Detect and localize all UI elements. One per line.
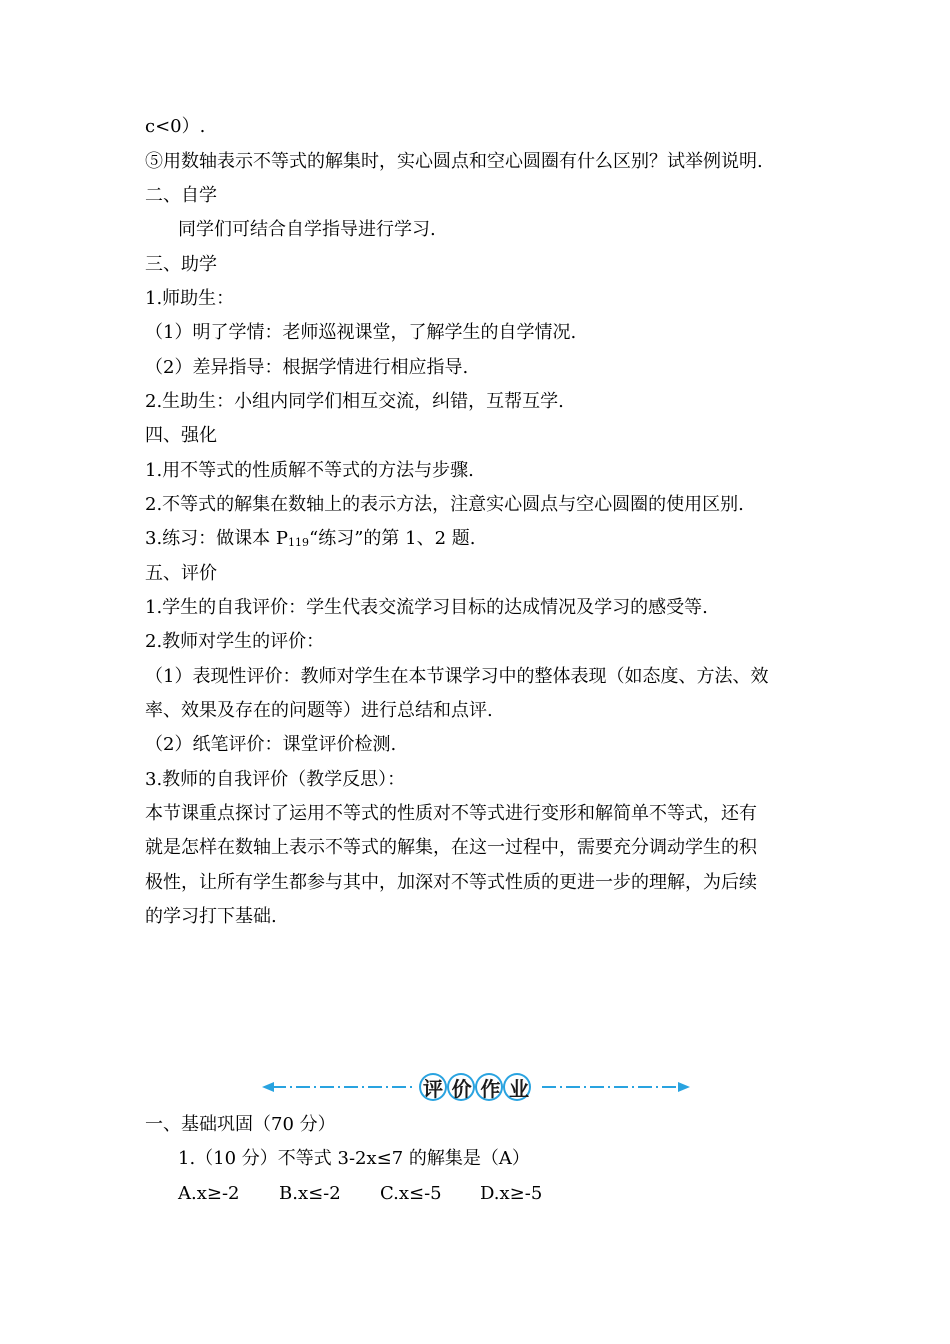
text-line: c<0）. — [145, 116, 206, 137]
text-line: （1）明了学情：老师巡视课堂，了解学生的自学情况. — [145, 322, 577, 343]
homework-banner — [262, 1070, 690, 1104]
text-line: 1.学生的自我评价：学生代表交流学习目标的达成情况及学习的感受等. — [145, 597, 708, 618]
text-line: 率、效果及存在的问题等）进行总结和点评. — [145, 700, 493, 721]
text-line: 3.教师的自我评价（教学反思）： — [145, 769, 406, 790]
text-line: 本节课重点探讨了运用不等式的性质对不等式进行变形和解简单不等式，还有 — [145, 803, 757, 824]
question-text: 1.（10 分）不等式 3-2x≤7 的解集是（A） — [178, 1148, 530, 1169]
section-heading: 三、助学 — [145, 254, 217, 275]
page-subscript: 119 — [288, 536, 310, 549]
option-d: D.x≥-5 — [480, 1183, 543, 1204]
option-b: B.x≤-2 — [279, 1183, 341, 1204]
section-heading: 二、自学 — [145, 185, 217, 206]
option-c: C.x≤-5 — [380, 1183, 442, 1204]
text-line: 就是怎样在数轴上表示不等式的解集，在这一过程中，需要充分调动学生的积 — [145, 837, 757, 858]
text-line: ⑤用数轴表示不等式的解集时，实心圆点和空心圆圈有什么区别？试举例说明. — [145, 151, 763, 172]
banner-title — [420, 1074, 532, 1100]
text-line: 2.生助生：小组内同学们相互交流，纠错，互帮互学. — [145, 391, 564, 412]
text-line: 2.不等式的解集在数轴上的表示方法，注意实心圆点与空心圆圈的使用区别. — [145, 494, 744, 515]
section-heading: 五、评价 — [145, 563, 217, 584]
banner-char: 作 — [480, 1076, 501, 1101]
text-line: 的学习打下基础. — [145, 906, 277, 927]
exercise-prefix: 3.练习：做课本 P — [145, 528, 289, 549]
exercise-suffix: “练习”的第 1、2 题. — [309, 528, 476, 549]
text-line: 2.教师对学生的评价： — [145, 631, 325, 652]
option-a: A.x≥-2 — [178, 1183, 240, 1204]
text-line: 1.用不等式的性质解不等式的方法与步骤. — [145, 460, 474, 481]
text-line: （2）纸笔评价：课堂评价检测. — [145, 734, 397, 755]
exercise-line — [145, 527, 810, 555]
text-line: 同学们可结合自学指导进行学习. — [178, 219, 436, 240]
section-heading: 四、强化 — [145, 425, 217, 446]
banner-char: 业 — [508, 1076, 529, 1101]
text-line: （1）表现性评价：教师对学生在本节课学习中的整体表现（如态度、方法、效 — [145, 666, 769, 687]
section-heading: 一、基础巩固（70 分） — [145, 1114, 336, 1135]
banner-char: 价 — [451, 1076, 472, 1101]
banner-char: 评 — [423, 1076, 443, 1101]
text-line: 极性，让所有学生都参与其中，加深对不等式性质的更进一步的理解，为后续 — [145, 872, 757, 893]
text-line: 1.师助生： — [145, 288, 235, 309]
text-line: （2）差异指导：根据学情进行相应指导. — [145, 357, 469, 378]
